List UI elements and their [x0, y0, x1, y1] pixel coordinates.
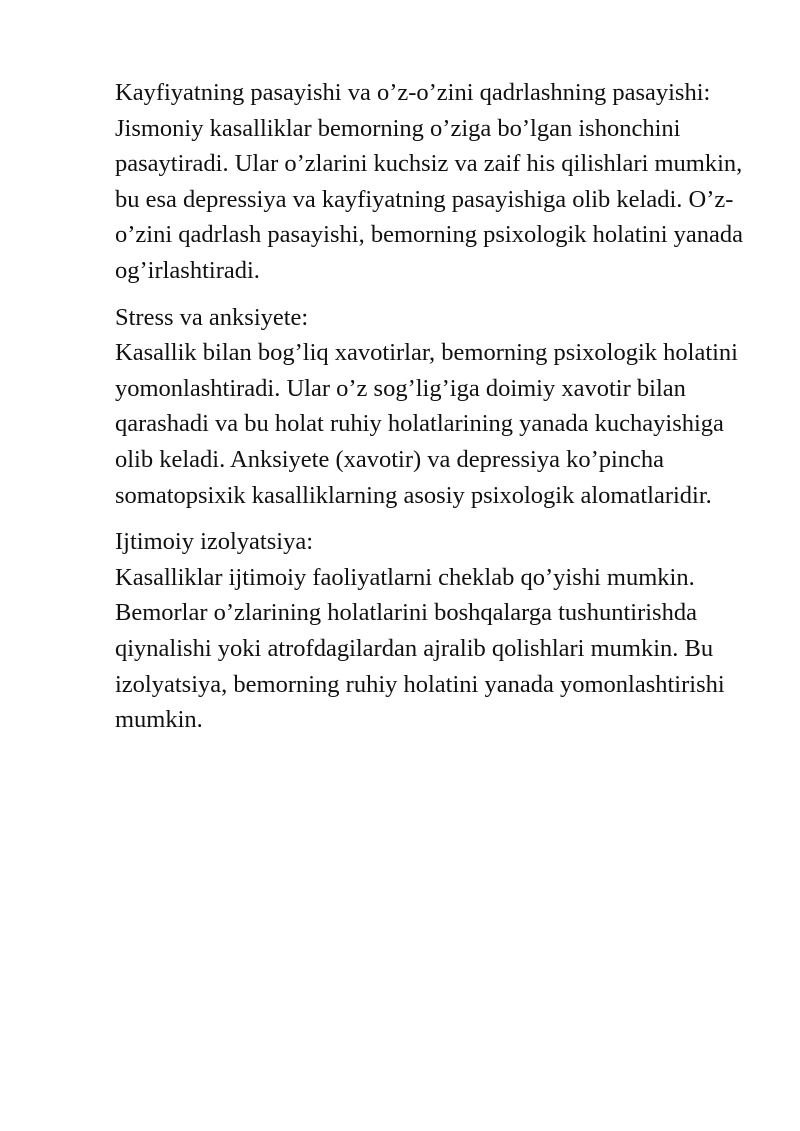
- section-heading: Kayfiyatning pasayishi va o’z-o’zini qadrlashning pasayishi:: [115, 79, 711, 106]
- section-heading: Ijtimoiy izolyatsiya:: [115, 528, 314, 556]
- section-social-isolation: [115, 524, 745, 738]
- section-paragraph: Kasallik bilan bog’liq xavotirlar, bemorning psixologik holatini yomonlashtiradi. Ular o’z sog’lig’iga doimiy xavotir bilan qarashadi va bu holat ruhiy holatlarining yanada kuchayishiga olib keladi. Anksiyete (xavotir) va depressiya ko’pincha somatopsixik kasalliklarning asosiy psixologik alomatlaridir.: [115, 339, 738, 509]
- document-body: [115, 75, 745, 749]
- section-paragraph: Jismoniy kasalliklar bemorning o’ziga bo’lgan ishonchini pasaytiradi. Ular o’zlarini kuchsiz va zaif his qilishlari mumkin, bu esa depressiya va kayfiyatning pasayishiga olib keladi. O’z-o’zini qadrlash pasayishi, bemorning psixologik holatini yanada og’irlashtiradi.: [115, 114, 744, 284]
- section-heading: Stress va anksiyete:: [115, 303, 309, 331]
- section-stress-anxiety: [115, 300, 745, 514]
- section-mood-self-esteem: [115, 75, 745, 289]
- section-paragraph: Kasalliklar ijtimoiy faoliyatlarni cheklab qo’yishi mumkin. Bemorlar o’zlarining holatlarini boshqalarga tushuntirishda qiynalishi yoki atrofdagilardan ajralib qolishlari mumkin. Bu izolyatsiya, bemorning ruhiy holatini yanada yomonlashtirishi mumkin.: [115, 563, 725, 734]
